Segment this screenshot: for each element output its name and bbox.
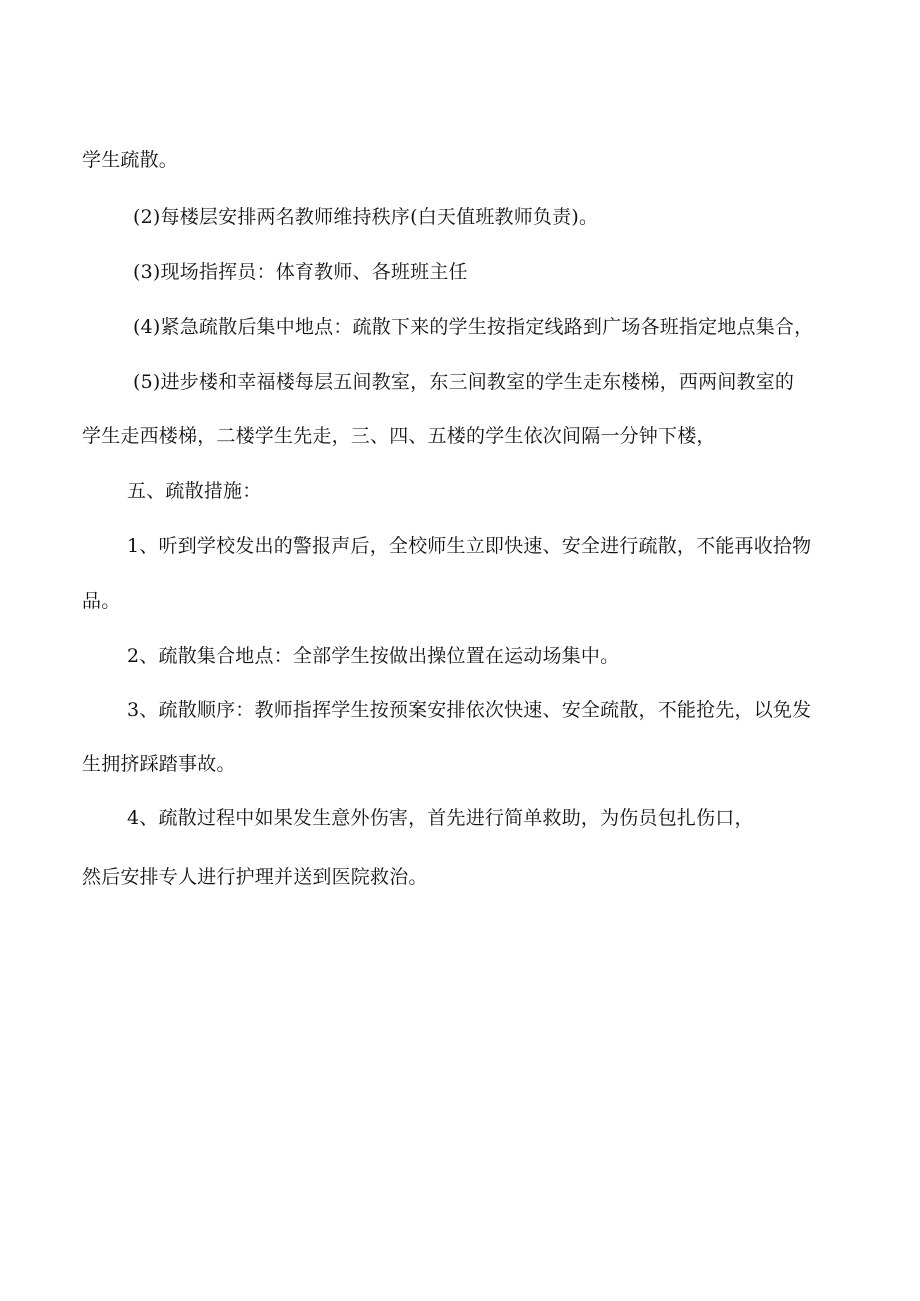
text-line-14: 然后安排专人进行护理并送到医院救治。 <box>82 866 428 888</box>
section-heading: 五、疏散措施： <box>127 480 262 502</box>
text-line-12: 生拥挤踩踏事故。 <box>82 753 236 775</box>
text-line-2: (2)每楼层安排两名教师维持秩序(白天值班教师负责)。 <box>133 206 599 228</box>
text-line-6: 学生走西楼梯，二楼学生先走，三、四、五楼的学生依次间隔一分钟下楼， <box>82 425 716 447</box>
text-line-1: 学生疏散。 <box>82 149 179 171</box>
text-line-8: 1、听到学校发出的警报声后，全校师生立即快速、安全进行疏散，不能再收拾物 <box>127 535 812 557</box>
text-line-5: (5)进步楼和幸福楼每层五间教室，东三间教室的学生走东楼梯，西两间教室的 <box>133 371 795 393</box>
text-line-4: (4)紧急疏散后集中地点：疏散下来的学生按指定线路到广场各班指定地点集合， <box>133 316 814 338</box>
text-line-13: 4、疏散过程中如果发生意外伤害，首先进行简单救助，为伤员包扎伤口， <box>127 807 754 829</box>
text-line-3: (3)现场指挥员：体育教师、各班班主任 <box>133 261 468 283</box>
text-line-11: 3、疏散顺序：教师指挥学生按预案安排依次快速、安全疏散，不能抢先，以免发 <box>127 699 812 721</box>
text-line-10: 2、疏散集合地点：全部学生按做出操位置在运动场集中。 <box>127 645 620 667</box>
text-line-9: 品。 <box>82 590 121 612</box>
